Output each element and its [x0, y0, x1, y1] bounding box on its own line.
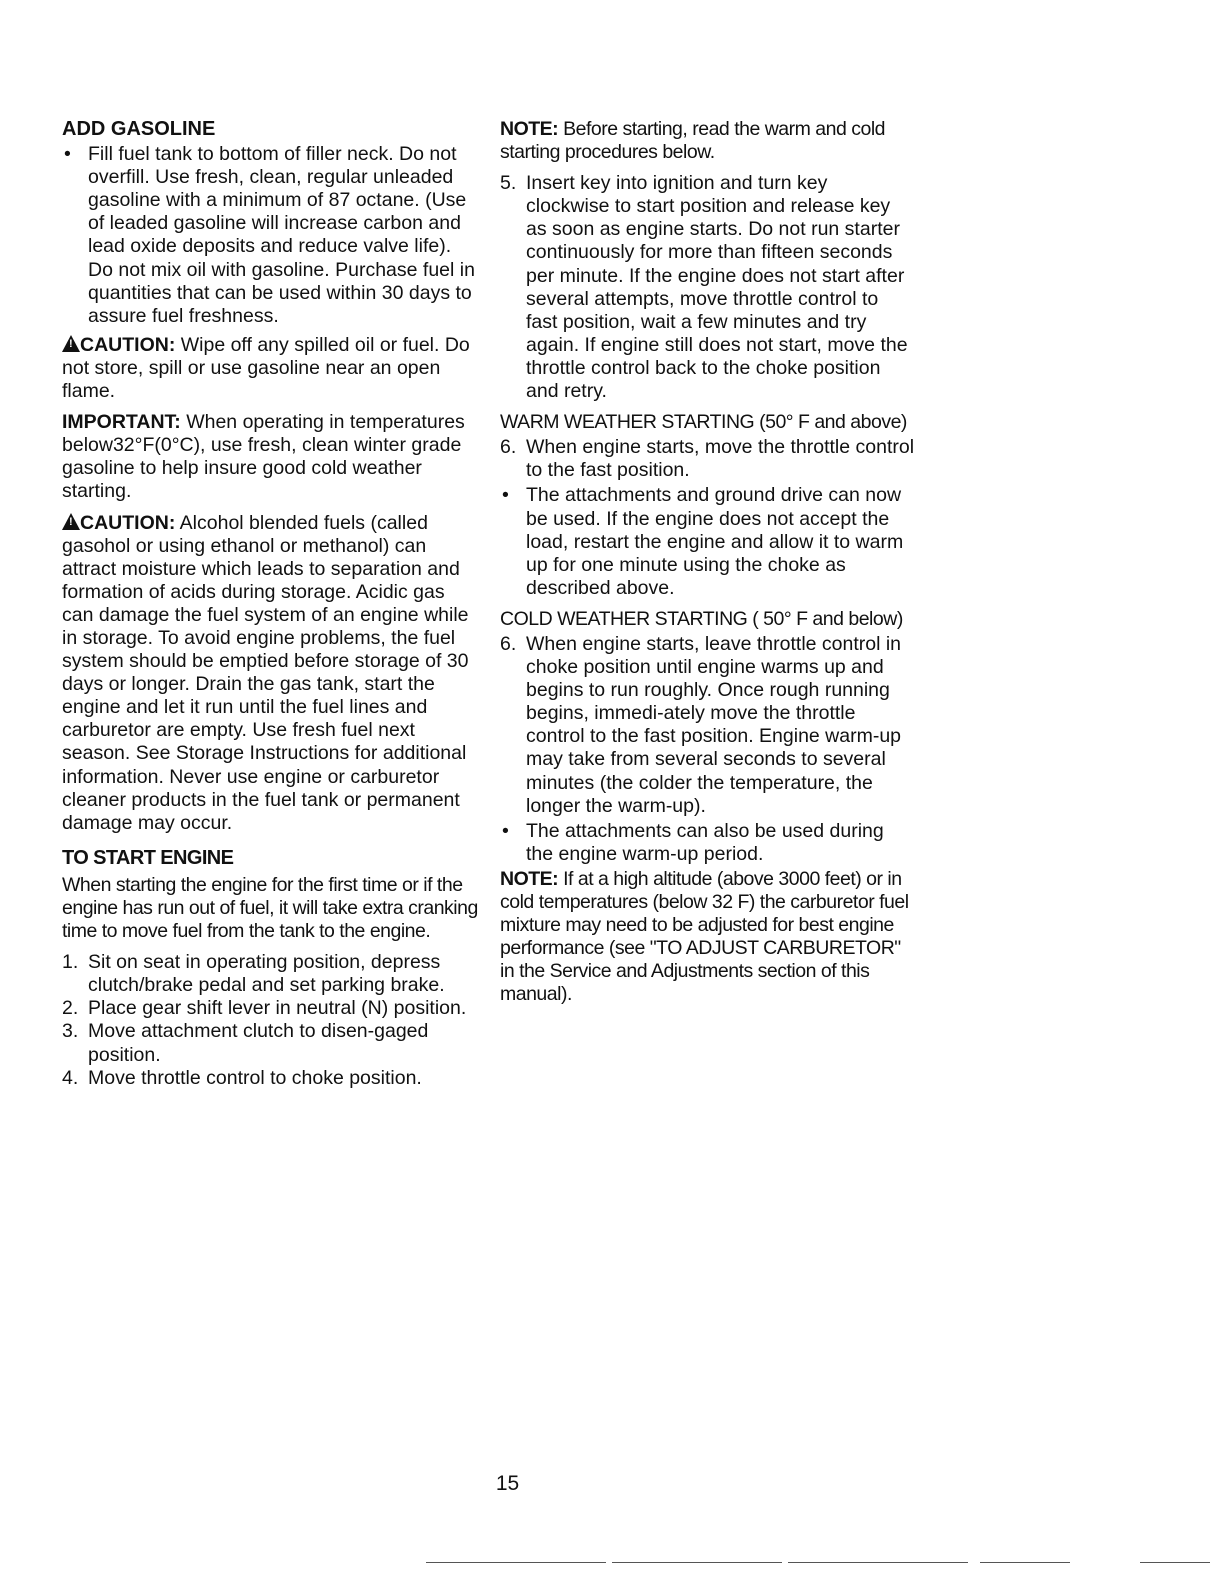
step-number: 1.	[62, 951, 79, 974]
note-label: NOTE:	[500, 118, 559, 140]
to-start-intro: When starting the engine for the first time or if the engine has run out of fuel, it will take extra cranking time to move fuel from the tank to the engine.	[62, 873, 478, 943]
step-text: Sit on seat in operating position, depress clutch/brake pedal and set parking brake.	[88, 951, 445, 997]
warm-step-6	[500, 436, 915, 482]
footer-rule	[612, 1562, 782, 1563]
page-number: 15	[495, 1472, 520, 1495]
step-number: 5.	[500, 172, 517, 195]
step-text: When engine starts, leave throttle control in choke position until engine warms up and begins to run roughly. Once rough running begins, immedi-ately move the throttle control to the fast position. Engine warm-up may take from several seconds to several minutes (the colder the temperature, the longer the warm-up).	[526, 632, 902, 817]
note-label: NOTE:	[500, 867, 559, 890]
to-start-engine-heading: TO START ENGINE	[62, 846, 234, 869]
add-gasoline-bullet: • Fill fuel tank to bottom of filler neck. Do not overfill. Use fresh, clean, regular unleaded gasoline with a minimum of 87 octane. (Use of leaded gasoline will increase carbon and lead oxide deposits and reduce valve life). Do not mix oil with gasoline. Purchase fuel in quantities that can be used within 30 days to assure fuel freshness.	[62, 143, 480, 328]
step-number: 3.	[62, 1020, 79, 1043]
cold-bullet: • The attachments can also be used during the engine warm-up period.	[500, 820, 915, 866]
footer-rule	[426, 1562, 606, 1563]
important-note	[62, 411, 480, 503]
important-text: When operating in temperatures below32°F(0°C), use fresh, clean winter grade gasoline to help insure good cold weather starting.	[62, 411, 465, 503]
add-gasoline-heading: ADD GASOLINE	[62, 118, 216, 140]
important-label: IMPORTANT:	[62, 411, 181, 434]
step-number: 4.	[62, 1066, 79, 1089]
caution-icon	[62, 335, 80, 352]
start-step-3	[62, 1020, 480, 1066]
start-step-4	[62, 1067, 480, 1090]
start-step-5	[500, 172, 915, 403]
step-text: Move throttle control to choke position.	[88, 1066, 422, 1089]
step-text: When engine starts, move the throttle control to the fast position.	[526, 436, 915, 482]
start-step-1	[62, 951, 480, 997]
cold-step-6	[500, 633, 915, 818]
warm-weather-heading: WARM WEATHER STARTING (50° F and above)	[500, 411, 907, 434]
step-text: Insert key into ignition and turn key clockwise to start position and release key as soon as engine starts. Do not run starter continuously for more than fifteen seconds per minute. If the engine does not start after several attempts, move throttle control to fast position, wait a few minutes and try again. If engine still does not start, move the throttle control back to the choke position and retry.	[526, 172, 908, 403]
cold-weather-heading: COLD WEATHER STARTING ( 50° F and below)	[500, 607, 903, 630]
note-text: Before starting, read the warm and cold starting procedures below.	[500, 118, 886, 164]
caution-text: Wipe off any spilled oil or fuel. Do not store, spill or use gasoline near an open flame.	[62, 333, 470, 403]
start-step-2	[62, 997, 480, 1020]
step-text: Move attachment clutch to disen-gaged position.	[88, 1020, 429, 1066]
caution-label: CAUTION:	[80, 333, 176, 356]
right-column	[500, 118, 915, 1014]
step-number: 2.	[62, 997, 79, 1020]
caution-spill	[62, 334, 480, 403]
step-number: 6.	[500, 632, 517, 655]
caution-icon	[62, 513, 80, 530]
warm-bullet: • The attachments and ground drive can now be used. If the engine does not accept the load, restart the engine and allow it to warm up for one minute using the choke as described above.	[500, 484, 915, 599]
note-high-altitude	[500, 868, 915, 1007]
step-text: Place gear shift lever in neutral (N) position.	[88, 997, 467, 1020]
caution-label: CAUTION:	[80, 511, 176, 534]
footer-rule	[1140, 1562, 1210, 1563]
note-text: If at a high altitude (above 3000 feet) or in cold temperatures (below 32 F) the carburetor fuel mixture may need to be adjusted for best engine performance (see "TO ADJUST CARBURETOR" in the Service and Adjustments section of this manual).	[500, 867, 909, 1006]
caution-alcohol	[62, 512, 480, 835]
footer-rule	[788, 1562, 968, 1563]
footer-rule	[980, 1562, 1070, 1563]
step-number: 6.	[500, 436, 517, 459]
note-before-starting	[500, 118, 915, 164]
left-column	[62, 118, 480, 1090]
caution-text: Alcohol blended fuels (called gasohol or using ethanol or methanol) can attract moisture which leads to separation and formation of acids during storage. Acidic gas can damage the fuel system of an engine while in storage. To avoid engine problems, the fuel system should be emptied before storage of 30 days or longer. Drain the gas tank, start the engine and let it run until the fuel lines and carburetor are empty. Use fresh fuel next season. See Storage Instructions for additional information. Never use engine or carburetor cleaner products in the fuel tank or permanent damage may occur.	[62, 511, 469, 834]
